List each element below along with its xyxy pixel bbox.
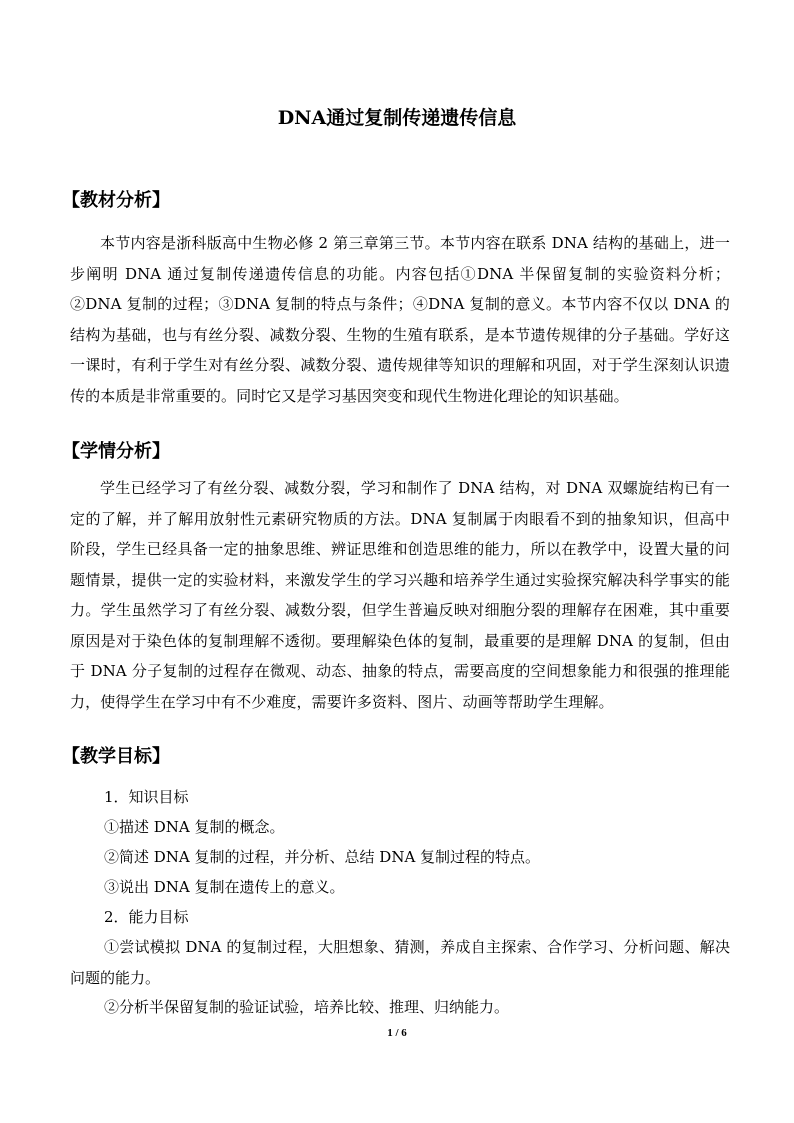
- section-heading-teaching-goals: 【教学目标】: [62, 746, 170, 767]
- knowledge-goal-item: ①描述 DNA 复制的概念。: [104, 818, 285, 836]
- section-heading-student-analysis: 【学情分析】: [62, 441, 170, 462]
- paragraph-textbook-analysis: 本节内容是浙科版高中生物必修 2 第三章第三节。本节内容在联系 DNA 结构的基础上，进一步阐明 DNA 通过复制传递遗传信息的功能。内容包括①DNA 半保留复制的实验资料分析；②DNA 复制的过程；③DNA 复制的特点与条件；④DNA 复制的意义。本节内容不仅以 DNA 的结构为基础，也与有丝分裂、减数分裂、生物的生殖有联系，是本节遗传规律的分子基础。学好这一课时，有利于学生对有丝分裂、减数分裂、遗传规律等知识的理解和巩固，对于学生深刻认识遗传的本质是非常重要的。同时它又是学习基因突变和现代生物进化理论的知识基础。: [70, 234, 730, 405]
- knowledge-goal-item: ②简述 DNA 复制的过程，并分析、总结 DNA 复制过程的特点。: [104, 848, 541, 866]
- ability-goals-label: 2．能力目标: [104, 908, 189, 926]
- document-title: DNA通过复制传递遗传信息: [277, 107, 517, 129]
- knowledge-goal-item: ③说出 DNA 复制在遗传上的意义。: [104, 878, 345, 896]
- ability-goal-item: ②分析半保留复制的验证试验，培养比较、推理、归纳能力。: [104, 998, 510, 1016]
- ability-goal-item: ①尝试模拟 DNA 的复制过程，大胆想象、猜测，养成自主探索、合作学习、分析问题、解决问题的能力。: [70, 938, 730, 987]
- section-heading-textbook-analysis: 【教材分析】: [62, 190, 170, 211]
- knowledge-goals-label: 1．知识目标: [104, 788, 189, 806]
- page-number: 1 / 6: [387, 1027, 407, 1039]
- paragraph-student-analysis: 学生已经学习了有丝分裂、减数分裂，学习和制作了 DNA 结构，对 DNA 双螺旋结构已有一定的了解，并了解用放射性元素研究物质的方法。DNA 复制属于肉眼看不到的抽象知识，但高中阶段，学生已经具备一定的抽象思维、辨证思维和创造思维的能力，所以在教学中，设置大量的问题情景，提供一定的实验材料，来激发学生的学习兴趣和培养学生通过实验探究解决科学事实的能力。学生虽然学习了有丝分裂、减数分裂，但学生普遍反映对细胞分裂的理解存在困难，其中重要原因是对于染色体的复制理解不透彻。要理解染色体的复制，最重要的是理解 DNA 的复制，但由于 DNA 分子复制的过程存在微观、动态、抽象的特点，需要高度的空间想象能力和很强的推理能力，使得学生在学习中有不少难度，需要许多资料、图片、动画等帮助学生理解。: [70, 479, 730, 711]
